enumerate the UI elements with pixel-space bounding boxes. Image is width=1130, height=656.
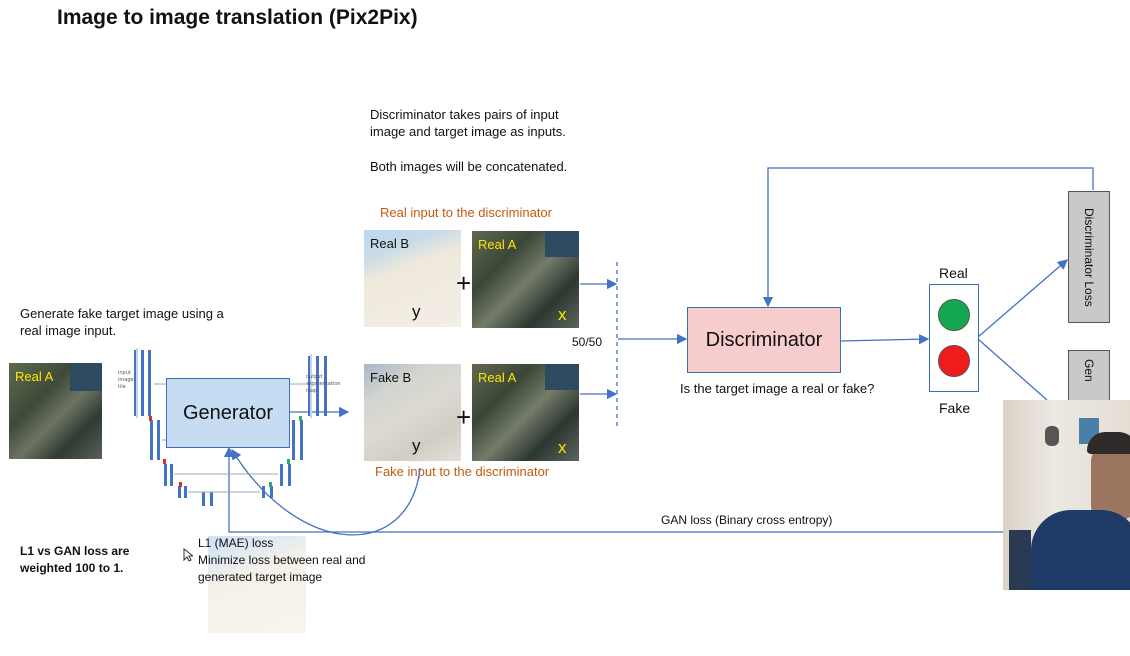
real-a-bottom-x-label: x <box>558 438 567 457</box>
person-shirt <box>1031 510 1130 590</box>
plus-sign-top: + <box>456 268 472 298</box>
water-patch <box>545 231 579 257</box>
unet-block <box>141 350 144 416</box>
real-or-fake-question: Is the target image a real or fake? <box>680 381 875 396</box>
real-fake-indicator <box>929 284 979 392</box>
unet-output-label: map <box>306 388 318 394</box>
unet-pool-marker <box>149 416 152 421</box>
real-a-bottom-image <box>472 364 579 461</box>
unet-block <box>292 420 295 460</box>
discriminator-note-line-2: image and target image as inputs. <box>370 124 566 139</box>
fake-input-caption: Fake input to the discriminator <box>375 464 550 479</box>
unet-upconv-marker <box>269 482 272 487</box>
unet-block <box>148 350 151 416</box>
unet-block <box>170 464 173 486</box>
real-output-label: Real <box>939 265 968 281</box>
generator-note-line-2: real image input. <box>20 323 117 338</box>
unet-block <box>157 420 160 460</box>
fake-output-label: Fake <box>939 400 971 416</box>
mouse-cursor-icon <box>183 548 193 562</box>
fake-b-y-label: y <box>412 436 421 455</box>
wall-decoration <box>1045 426 1059 446</box>
chair <box>1009 530 1031 590</box>
water-patch <box>70 363 102 391</box>
unet-block <box>300 420 303 460</box>
unet-output-label: segmentation <box>306 381 341 387</box>
fake-b-image <box>364 364 461 461</box>
unet-block <box>262 486 265 498</box>
real-a-top-label: Real A <box>478 237 517 252</box>
discriminator-loss-label: Discriminator Loss <box>1082 207 1096 307</box>
weighting-note-line-2: weighted 100 to 1. <box>20 561 124 575</box>
unet-block <box>202 492 205 506</box>
unet-input-label: image <box>118 377 134 383</box>
real-input-caption: Real input to the discriminator <box>380 205 552 220</box>
unet-output-label: output <box>306 374 323 380</box>
real-b-y-label: y <box>412 302 421 321</box>
page-title: Image to image translation (Pix2Pix) <box>57 6 418 29</box>
l1-loss-note-line-3: generated target image <box>198 570 323 584</box>
red-light-icon <box>938 345 970 377</box>
unet-block <box>270 486 273 498</box>
discriminator-label: Discriminator <box>705 328 823 351</box>
unet-pool-marker <box>163 459 166 464</box>
unet-upconv-marker <box>299 416 302 421</box>
green-light-icon <box>938 299 970 331</box>
discriminator-block[interactable] <box>687 307 841 373</box>
unet-block <box>150 420 153 460</box>
real-a-top-image <box>472 231 579 328</box>
unet-skip-copy <box>136 348 138 418</box>
unet-block <box>280 464 283 486</box>
generator-loss-arrow <box>978 339 1047 400</box>
generator-note-line-1: Generate fake target image using a <box>20 306 224 321</box>
discriminator-loss-arrow <box>978 260 1067 337</box>
fake-b-label: Fake B <box>370 370 412 385</box>
unet-input-label: tile <box>118 384 126 390</box>
generator-label: Generator <box>182 401 274 424</box>
unet-block <box>178 486 181 498</box>
gan-loss-label: GAN loss (Binary cross entropy) <box>661 513 833 527</box>
real-a-input-image <box>9 363 102 459</box>
real-b-image <box>364 230 461 327</box>
real-a-input-label: Real A <box>15 369 54 384</box>
unet-block <box>164 464 167 486</box>
l1-loss-note-line-1: L1 (MAE) loss <box>198 536 274 550</box>
concat-note: Both images will be concatenated. <box>370 159 568 174</box>
real-b-label: Real B <box>370 236 410 251</box>
unet-pool-marker <box>179 482 182 487</box>
generator-loss-label: Gen <box>1082 359 1096 382</box>
l1-loss-note-line-2: Minimize loss between real and <box>198 553 366 567</box>
unet-upconv-marker <box>287 459 290 464</box>
ratio-label: 50/50 <box>572 335 603 349</box>
person-hair <box>1087 432 1130 454</box>
water-patch <box>545 364 579 390</box>
unet-block <box>210 492 213 506</box>
discriminator-output-arrow <box>840 339 928 341</box>
generator-block[interactable] <box>166 378 290 448</box>
unet-block <box>288 464 291 486</box>
unet-input-label: input <box>118 370 131 376</box>
unet-block <box>184 486 187 498</box>
l1-loss-note <box>198 535 365 586</box>
plus-sign-bottom: + <box>456 402 472 432</box>
real-a-top-x-label: x <box>558 305 567 324</box>
discriminator-loss-block[interactable] <box>1068 191 1110 323</box>
discriminator-note-line-1: Discriminator takes pairs of input <box>370 107 559 122</box>
real-a-bottom-label: Real A <box>478 370 517 385</box>
gan-loss-feedback-line <box>229 448 1003 532</box>
webcam-overlay <box>1003 400 1130 590</box>
weighting-note-line-1: L1 vs GAN loss are <box>20 544 130 558</box>
